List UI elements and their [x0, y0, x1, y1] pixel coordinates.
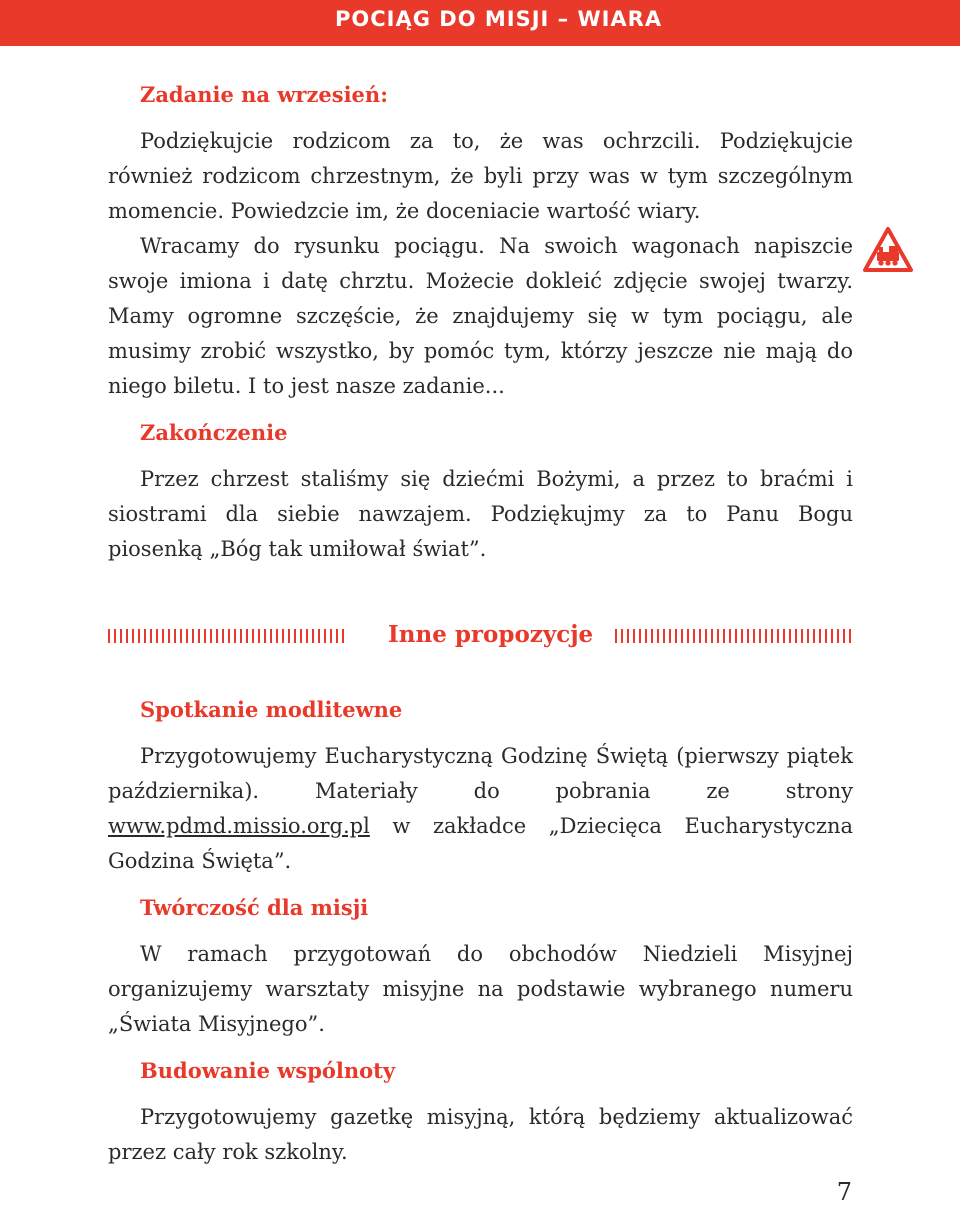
train-warning-sign-icon	[862, 226, 914, 274]
section-divider	[108, 615, 853, 655]
section-heading-creativity: Twórczość dla misji	[140, 895, 369, 920]
community-paragraph: Przygotowujemy gazetkę misyjną, którą będziemy aktualizować przez cały rok szkolny.	[108, 1105, 853, 1164]
divider-ornament-right	[615, 629, 853, 643]
creativity-paragraph: W ramach przygotowań do obchodów Niedzieli Misyjnej organizujemy warsztaty misyjne na podstawie wybranego numeru „Świata Misyjnego”.	[108, 942, 853, 1036]
task-paragraph-2: Wracamy do rysunku pociągu. Na swoich wagonach napiszcie swoje imiona i datę chrztu. Możecie dokleić zdjęcie swojej twarzy. Mamy ogromne szczęście, że znajdujemy się w tym pociągu, ale musimy zrobić wszystko, by pomóc tym, którzy jeszcze nie mają do niego biletu. I to jest nasze zadanie...	[108, 234, 853, 398]
prayer-text-before: Przygotowujemy Eucharystyczną Godzinę Świętą (pierwszy piątek października). Materiały do pobrania ze strony	[108, 744, 853, 803]
prayer-paragraph	[108, 739, 853, 879]
section-heading-prayer: Spotkanie modlitewne	[140, 697, 403, 722]
section-heading-task: Zadanie na wrzesień:	[140, 82, 388, 107]
divider-title: Inne propozycje	[388, 621, 594, 648]
ending-paragraph: Przez chrzest staliśmy się dziećmi Bożymi, a przez to braćmi i siostrami dla siebie nawzajem. Podziękujmy za to Panu Bogu piosenką „Bóg tak umiłował świat”.	[108, 467, 853, 561]
missio-link[interactable]: www.pdmd.missio.org.pl	[108, 814, 370, 838]
page-number: 7	[836, 1178, 852, 1206]
page-content	[108, 80, 853, 1170]
section-heading-community: Budowanie wspólnoty	[140, 1058, 396, 1083]
header-bar	[0, 0, 960, 46]
prayer-text-after: w zakładce „Dziecięca Eucharystyczna Godzina Święta”.	[108, 814, 853, 873]
divider-ornament-left	[108, 629, 346, 643]
section-heading-ending: Zakończenie	[140, 420, 288, 445]
header-title: POCIĄG DO MISJI – WIARA	[335, 7, 663, 31]
task-paragraph-1: Podziękujcie rodzicom za to, że was ochrzcili. Podziękujcie również rodzicom chrzestnym, że byli przy was w tym szczególnym momencie. Powiedzcie im, że doceniacie wartość wiary.	[108, 129, 853, 223]
